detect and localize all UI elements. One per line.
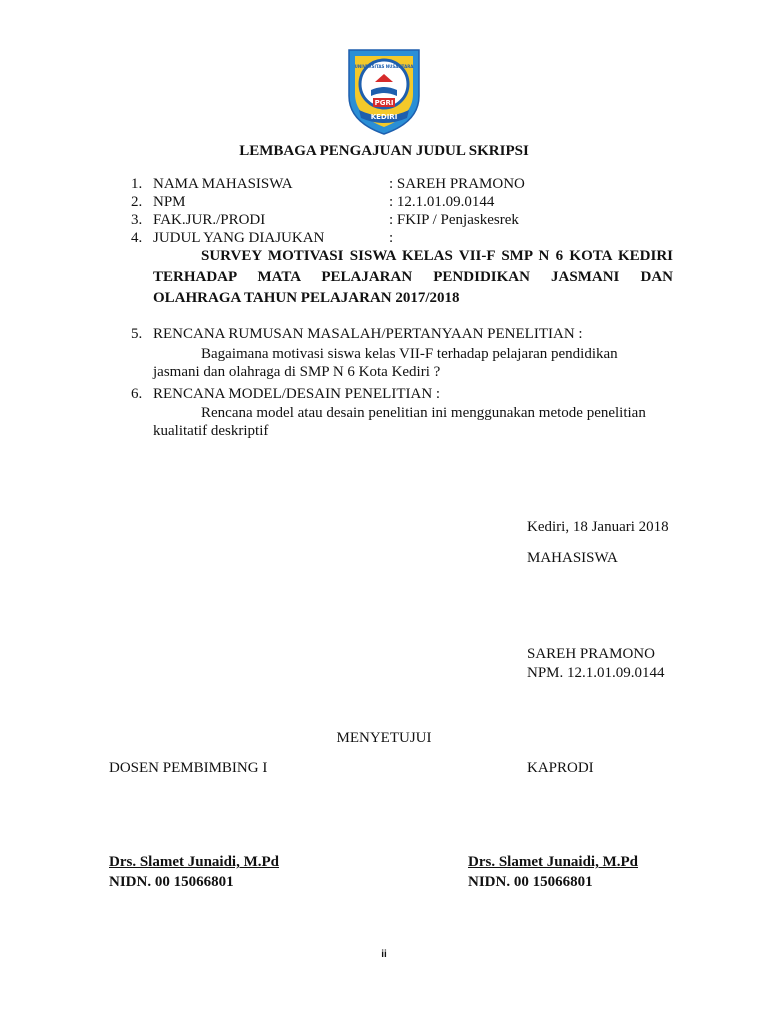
student-name: SAREH PRAMONO bbox=[527, 646, 655, 662]
section-5-paragraph bbox=[153, 345, 673, 381]
paragraph-line: jasmani dan olahraga di SMP N 6 Kota Kediri ? bbox=[153, 364, 441, 380]
approval-heading: MENYETUJUI bbox=[336, 730, 432, 746]
document-title: LEMBAGA PENGAJUAN JUDUL SKRIPSI bbox=[239, 143, 529, 159]
field-label: NAMA MAHASISWA bbox=[153, 176, 293, 192]
kaprodi-nidn: NIDN. 00 15066801 bbox=[468, 874, 593, 890]
advisor-nidn: NIDN. 00 15066801 bbox=[109, 874, 234, 890]
university-logo-icon bbox=[345, 44, 423, 136]
section-heading: RENCANA RUMUSAN MASALAH/PERTANYAAN PENELITIAN : bbox=[153, 326, 583, 342]
paragraph-line: Rencana model atau desain penelitian ini menggunakan metode penelitian bbox=[201, 405, 646, 421]
field-value: : bbox=[389, 230, 394, 246]
kaprodi-name: Drs. Slamet Junaidi, M.Pd bbox=[468, 854, 639, 870]
field-label: JUDUL YANG DIAJUKAN bbox=[153, 230, 325, 246]
field-value: : 12.1.01.09.0144 bbox=[389, 194, 495, 210]
svg-text:KEDIRI: KEDIRI bbox=[370, 113, 398, 121]
section-heading: RENCANA MODEL/DESAIN PENELITIAN : bbox=[153, 386, 441, 402]
university-logo bbox=[345, 44, 423, 136]
page-number: ii bbox=[381, 949, 387, 960]
advisor-name: Drs. Slamet Junaidi, M.Pd bbox=[109, 854, 280, 870]
advisor-role: DOSEN PEMBIMBING I bbox=[109, 760, 268, 776]
student-role: MAHASISWA bbox=[527, 550, 618, 566]
field-value: : SAREH PRAMONO bbox=[389, 176, 525, 192]
paragraph-line: Bagaimana motivasi siswa kelas VII-F terhadap pelajaran pendidikan bbox=[201, 346, 618, 362]
svg-text:UNIVERSITAS NUSANTARA: UNIVERSITAS NUSANTARA bbox=[354, 64, 414, 69]
paragraph-line: kualitatif deskriptif bbox=[153, 423, 269, 439]
field-label: NPM bbox=[153, 194, 186, 210]
field-number: 2. bbox=[131, 194, 143, 210]
student-npm: NPM. 12.1.01.09.0144 bbox=[527, 665, 665, 681]
section-number: 5. bbox=[131, 326, 143, 342]
kaprodi-role: KAPRODI bbox=[527, 760, 594, 776]
section-number: 6. bbox=[131, 386, 143, 402]
field-number: 3. bbox=[131, 212, 143, 228]
place-date: Kediri, 18 Januari 2018 bbox=[527, 519, 669, 535]
section-6-paragraph bbox=[153, 404, 673, 440]
thesis-title: SURVEY MOTIVASI SISWA KELAS VII-F SMP N 6 KOTA KEDIRI TERHADAP MATA PELAJARAN PENDIDIKAN JASMANI DAN OLAHRAGA TAHUN PELAJARAN 2017/2018 bbox=[153, 248, 673, 306]
svg-text:PGRI: PGRI bbox=[374, 99, 394, 107]
field-value: : FKIP / Penjaskesrek bbox=[389, 212, 519, 228]
field-number: 1. bbox=[131, 176, 143, 192]
field-number: 4. bbox=[131, 230, 143, 246]
field-label: FAK.JUR./PRODI bbox=[153, 212, 266, 228]
